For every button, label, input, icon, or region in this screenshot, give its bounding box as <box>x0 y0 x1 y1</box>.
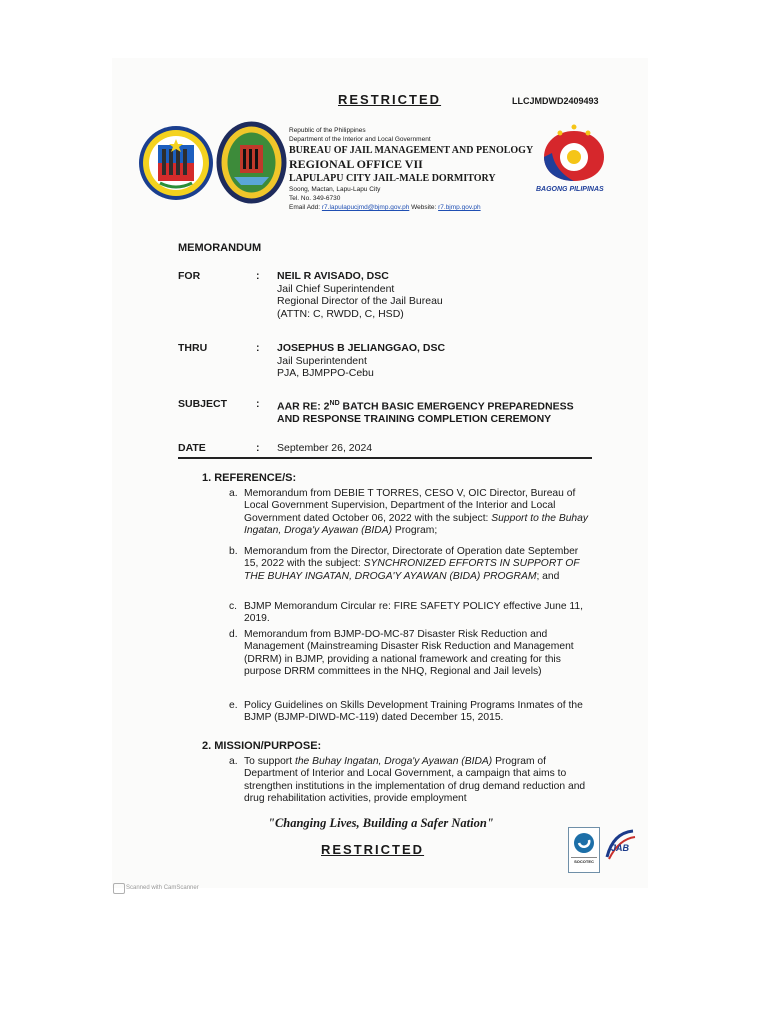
reference-b-text-end: ; and <box>536 570 560 582</box>
contact-line <box>289 204 481 212</box>
date-label: DATE <box>178 442 206 454</box>
for-colon: : <box>256 270 260 282</box>
bagong-pilipinas-logo <box>538 123 610 201</box>
jab-cert-logo <box>603 827 637 873</box>
subject-post: BATCH BASIC EMERGENCY PREPAREDNESS <box>339 400 574 413</box>
bjmp-seal-logo <box>138 125 214 201</box>
references-heading: 1. REFERENCE/S: <box>202 472 297 484</box>
thru-name: JOSEPHUS B JELIANGGAO, DSC <box>277 342 446 354</box>
regional-office: REGIONAL OFFICE VII <box>289 157 423 171</box>
mission-a <box>229 756 591 816</box>
reference-e <box>229 700 591 726</box>
reference-a-italic: Support to the Buhay Ingatan, Droga'y Ayawan (BIDA) <box>244 512 589 537</box>
for-attention: (ATTN: C, RWDD, C, HSD) <box>277 307 404 320</box>
mission-a-text-end: Program of Department of Interior and Local Government, a campaign that aims to strengthen institutions in the implementation of drug demand reduction and drug rehabilitation activities, provide employment <box>244 756 586 805</box>
for-name: NEIL R AVISADO, DSC <box>277 270 389 282</box>
reference-a <box>229 488 591 550</box>
memo-title: MEMORANDUM <box>178 242 262 254</box>
reference-b-italic: SYNCHRONIZED EFFORTS IN SUPPORT OF THE BUHAY INGATAN, DROGA'Y AYAWAN (BIDA) PROGRAM <box>244 558 580 582</box>
reference-d-marker: d. <box>229 629 238 640</box>
mission-a-marker: a. <box>229 756 238 767</box>
subject-line2: AND RESPONSE TRAINING COMPLETION CEREMONY <box>277 413 552 425</box>
mission-a-text: To support <box>244 756 295 767</box>
thru-colon: : <box>256 342 260 354</box>
motto: "Changing Lives, Building a Safer Nation" <box>268 816 494 830</box>
for-position: Regional Director of the Jail Bureau <box>277 295 443 307</box>
reference-b-text: Memorandum from the Director, Directorate of Operation date September 15, 2022 with the subject: <box>244 546 579 570</box>
mission-heading: 2. MISSION/PURPOSE: <box>202 740 322 752</box>
address-line: Soong, Mactan, Lapu-Lapu City <box>289 186 381 193</box>
website-label: Website: <box>411 204 437 211</box>
subject-text <box>277 398 574 426</box>
lapulapu-jail-seal-logo <box>216 121 287 204</box>
department-line: Department of the Interior and Local Government <box>289 136 431 143</box>
reference-c-text: BJMP Memorandum Circular re: FIRE SAFETY POLICY effective June 11, 2019. <box>244 601 583 625</box>
facility-name: LAPULAPU CITY JAIL-MALE DORMITORY <box>289 173 496 184</box>
tel-line: Tel. No. 349-6730 <box>289 195 341 202</box>
bagong-pilipinas-text: BAGONG PILIPINAS <box>536 186 604 193</box>
subject-label: SUBJECT <box>178 398 228 410</box>
socotec-label: SOCOTEC <box>574 859 594 864</box>
classification-header: RESTRICTED <box>338 92 442 107</box>
date-divider <box>178 457 592 459</box>
for-addressee <box>277 270 443 320</box>
control-number: LLCJMDWD2409493 <box>512 96 599 106</box>
subject-sup: ND <box>329 400 340 407</box>
classification-footer: RESTRICTED <box>321 842 425 857</box>
reference-b <box>229 546 591 596</box>
subject-colon: : <box>256 398 260 410</box>
email-label: Email Add: <box>289 204 321 211</box>
scanner-watermark: Scanned with CamScanner <box>126 885 199 891</box>
reference-e-text: Policy Guidelines on Skills Development Training Programs Inmates of the BJMP (BJMP-DIWD-MC-119) dated December 15, 2015. <box>244 700 583 724</box>
thru-label: THRU <box>178 342 208 354</box>
reference-a-marker: a. <box>229 488 238 499</box>
email-link[interactable]: r7.lapulapucjmd@bjmp.gov.ph <box>321 204 410 211</box>
reference-d-text: Memorandum from BJMP-DO-MC-87 Disaster Risk Reduction and Management (Mainstreaming Disaster Risk Reduction and Management (DRRM) in BJMP, providing a national framework and creating for this purpose DRRM committees in the NHQ, Regional and Jail levels) <box>244 629 574 678</box>
date-value: September 26, 2024 <box>277 442 373 454</box>
date-colon: : <box>256 442 260 454</box>
reference-b-marker: b. <box>229 546 238 557</box>
jab-label: JAB <box>611 843 630 853</box>
reference-a-text: Memorandum from DEBIE T TORRES, CESO V, OIC Director, Bureau of Local Government Supervision, Department of the Interior and Local Government dated October 06, 2022 with the subject: <box>244 488 576 524</box>
reference-e-marker: e. <box>229 700 238 711</box>
thru-addressee <box>277 342 445 380</box>
reference-c-marker: c. <box>229 601 238 612</box>
reference-a-text-end: Program; <box>392 525 438 537</box>
for-rank: Jail Chief Superintendent <box>277 282 395 295</box>
republic-line: Republic of the Philippines <box>289 127 366 134</box>
subject-pre: AAR RE: 2 <box>277 400 330 413</box>
thru-position: PJA, BJMPPO-Cebu <box>277 367 374 379</box>
mission-a-italic: the Buhay Ingatan, Droga'y Ayawan (BIDA) <box>294 756 493 767</box>
for-label: FOR <box>178 270 201 282</box>
reference-c <box>229 601 591 627</box>
socotec-cert-logo <box>568 827 600 873</box>
camscanner-icon <box>113 883 125 894</box>
bureau-name: BUREAU OF JAIL MANAGEMENT AND PENOLOGY <box>289 145 534 156</box>
reference-d <box>229 629 591 693</box>
website-link[interactable]: r7.bjmp.gov.ph <box>438 204 481 211</box>
thru-rank: Jail Superintendent <box>277 354 367 367</box>
